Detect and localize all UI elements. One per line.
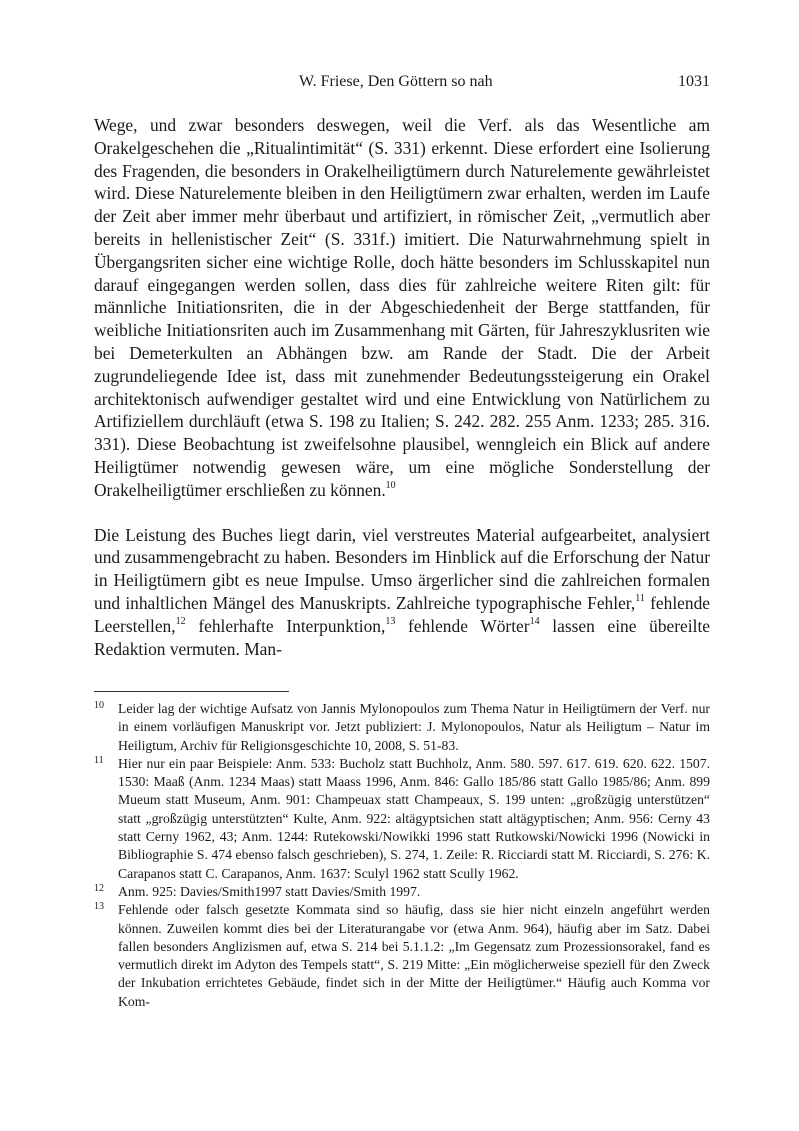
footnote-text: Anm. 925: Davies/Smith1997 statt Davies/Smith 1997.	[118, 883, 421, 899]
paragraph-2-text-a: Die Leistung des Buches liegt darin, viel verstreutes Material aufgearbeitet, analysiert und zusammengebracht zu haben. Besonders im Hinblick auf die Erforschung der Natur in Heiligtümern gibt es neue Impulse. Umso ärgerlicher sind die zahlreichen formalen und inhaltlichen Mängel des Manuskripts. Zahlreiche typographische Fehler,	[94, 524, 710, 613]
footnote-ref-10[interactable]: 10	[385, 479, 396, 491]
footnote-number: 10	[94, 700, 104, 711]
page-number: 1031	[678, 73, 710, 90]
footnote	[94, 700, 710, 755]
footnote-number: 12	[94, 882, 104, 894]
footnote	[94, 901, 710, 1011]
paragraph-2-text-e: lassen eine übereilte Redaktion vermuten. Man-	[94, 615, 710, 659]
paragraph-1-text: Wege, und zwar besonders deswegen, weil die Verf. als das Wesentliche am Orakelgeschehen die „Ritualintimität“ (S. 331) erkennt. Diese erfordert eine Isolierung des Fragenden, die besonders in Orakelheiligtümern durch Naturelemente gewährleistet wird. Diese Naturelemente bleiben in den Heiligtümern zwar erhalten, werden im Laufe der Zeit aber immer mehr überbaut und artifiziert, in römischer Zeit, „vermutlich aber bereits in hellenistischer Zeit“ (S. 331f.) imitiert. Die Naturwahrnehmung spielt in Übergangsriten sicher eine wichtige Rolle, doch hätte besonders im Schlusskapitel nun darauf eingegangen werden sollen, dass dies für zahlreiche weitere Riten gilt: für männliche Initiationsriten, die in der Abgeschiedenheit der Berge stattfanden, für weibliche Initiationsriten auch im Zusammenhang mit Gärten, für Jahreszyklusriten wie bei Demeterkulten an Abhängen bzw. am Rande der Stadt. Die der Arbeit zugrundeliegende Idee ist, dass mit zunehmender Bedeutungssteigerung ein Orakel architektonisch aufwendiger gestaltet wird und eine Entwicklung von Natürlichem zu Artifiziellem durchläuft (etwa S. 198 zu Italien; S. 242. 282. 255 Anm. 1233; 285. 316. 331). Diese Beobachtung ist zweifelsohne plausibel, wenngleich ein Blick auf andere Heiligtümer notwendig gewesen wäre, um eine mögliche Sonderstellung der Orakelheiligtümer erschließen zu können.	[94, 115, 710, 500]
footnote-ref-13[interactable]: 13	[385, 615, 396, 627]
footnote-ref-12[interactable]: 12	[175, 615, 186, 627]
paragraph-2-text-d: fehlende Wörter	[395, 615, 530, 636]
footnote-separator	[94, 691, 289, 692]
footnote	[94, 883, 710, 901]
footnote-text: Fehlende oder falsch gesetzte Kommata sind so häufig, dass sie hier nicht einzeln angeführt werden können. Zuweilen kommt dies bei der Literaturangabe vor (etwa Anm. 964), häufig aber im Satz. Dabei fallen besonders Anglizismen auf, etwa S. 214 bei 5.1.1.2: „Im Gegensatz zum Prozessionsorakel, fand es vermutlich direkt im Adyton des Tempels statt“, S. 219 Mitte: „Ein möglicherweise speziell für den Zweck der Inkubation errichtetes Gebäude, findet sich in der Mitte der Heiligtümer.“ Häufig auch Komma vor Kom-	[118, 902, 710, 1009]
footnotes	[94, 700, 710, 1011]
paragraph-2-text-b: fehlende Leerstellen,	[94, 592, 710, 636]
footnote-text: Leider lag der wichtige Aufsatz von Jannis Mylonopoulos zum Thema Natur in Heiligtümern der Verf. nur in einem vorläufigen Manuskript vor. Jetzt publiziert: J. Mylonopoulos, Natur als Heiligtum – Natur im Heiligtum, Archiv für Religionsgeschichte 10, 2008, S. 51-83.	[118, 701, 710, 753]
running-title: W. Friese, Den Göttern so nah	[299, 73, 493, 90]
footnote-text: Hier nur ein paar Beispiele: Anm. 533: Bucholz statt Buchholz, Anm. 580. 597. 617. 619. 620. 622. 1507. 1530: Maaß (Anm. 1234 Maas) statt Maass 1996, Anm. 846: Gallo 185/86 statt Gallo 1985/86; Anm. 899 Mueum statt Museum, Anm. 901: Champeuax statt Champeaux, S. 199 unten: „großzügig unterstützen“ statt „großzügig unterstützten“ Kulte, Anm. 922: altägyptsichen statt altägyptischen; Anm. 956: Cerny 43 statt Cerny 1962, 43; Anm. 1244: Rutekowski/Nowikki 1996 statt Rutkowski/Nowicki 1996 (Nowicki in Bibliographie S. 474 ebenso falsch geschrieben), S. 274, 1. Zeile: R. Ricciardi statt M. Ricciardi, S. 276: K. Carapanos statt C. Carapanos, Anm. 1637: Sculyl 1962 statt Scully 1962.	[118, 755, 710, 881]
footnote-number: 11	[94, 754, 104, 766]
paragraph-2-text-c: fehlerhafte Interpunktion,	[185, 615, 386, 636]
main-text	[94, 114, 710, 660]
footnote-ref-11[interactable]: 11	[635, 593, 645, 605]
footnote-ref-14[interactable]: 14	[529, 615, 540, 627]
footnote-number: 13	[94, 901, 104, 913]
footnote	[94, 755, 710, 883]
paragraph-1	[94, 114, 710, 502]
paragraph-2	[94, 524, 710, 661]
